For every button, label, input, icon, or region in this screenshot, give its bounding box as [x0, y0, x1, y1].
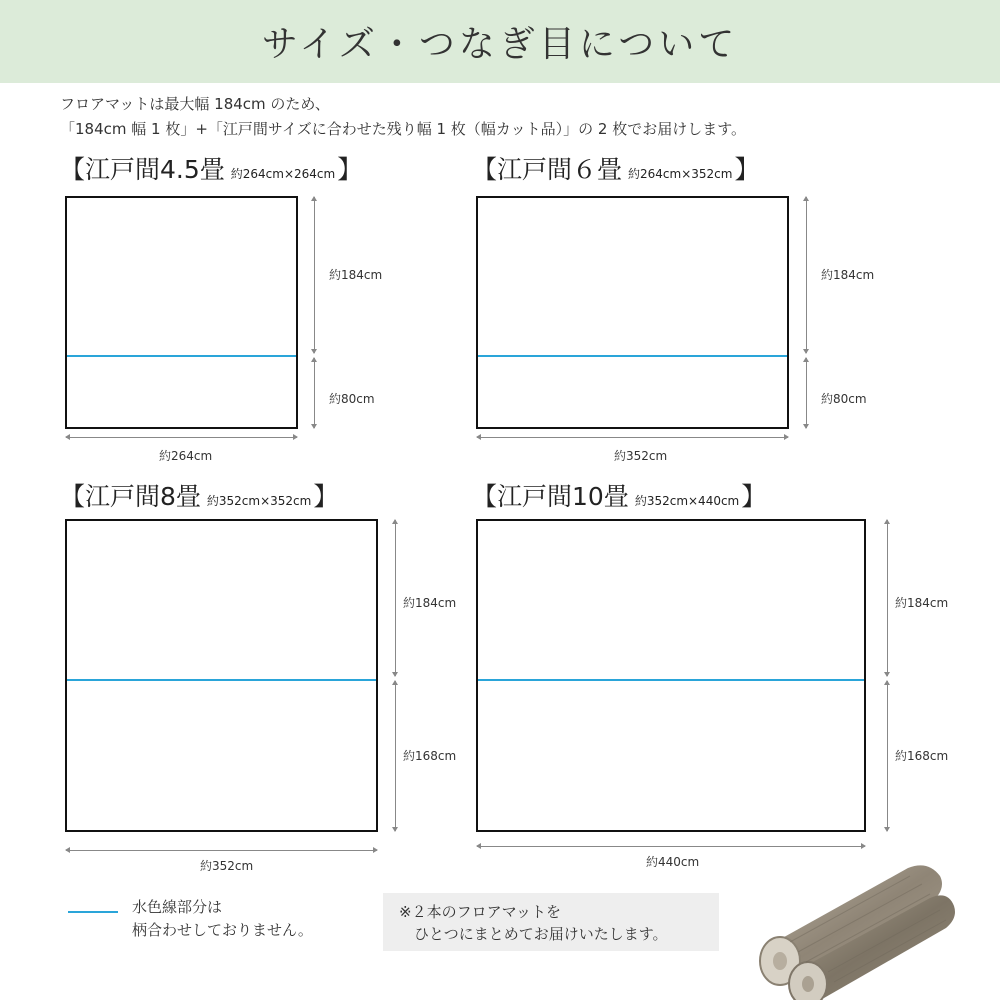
- room-box-10: [476, 519, 866, 832]
- diagram-name: 【江戸間６畳: [472, 155, 623, 184]
- label-room-width: 約440cm: [646, 855, 700, 869]
- dim-arrow-width: [477, 846, 865, 847]
- legend-seam-swatch: [68, 911, 118, 913]
- rolled-floor-mats-icon: [740, 858, 960, 1000]
- dim-arrow-bottom: [887, 681, 888, 831]
- label-room-width: 約352cm: [200, 859, 254, 873]
- diagram-bracket: 】: [741, 482, 767, 511]
- dim-arrow-top: [395, 520, 396, 676]
- legend-line-2: 柄合わせしておりません。: [132, 921, 313, 939]
- seam-line: [67, 355, 296, 357]
- label-bottom-width: 約168cm: [403, 749, 457, 763]
- dim-arrow-top: [806, 197, 807, 353]
- label-bottom-width: 約80cm: [329, 392, 375, 406]
- diagram-title-8: [60, 477, 338, 513]
- diagram-name: 【江戸間4.5畳: [60, 155, 225, 184]
- note-line-2: ひとつにまとめてお届けいたします。: [399, 925, 668, 943]
- label-top-width: 約184cm: [895, 596, 949, 610]
- diagram-title-10: [472, 477, 766, 513]
- diagram-bracket: 】: [313, 482, 339, 511]
- dim-arrow-top: [887, 520, 888, 676]
- intro-text: [60, 92, 746, 142]
- diagram-bracket: 】: [734, 155, 760, 184]
- diagram-bracket: 】: [337, 155, 363, 184]
- legend-text: [132, 896, 313, 942]
- dim-arrow-width: [66, 850, 377, 851]
- room-box-8: [65, 519, 378, 832]
- dim-arrow-bottom: [395, 681, 396, 831]
- note-line-1: ※２本のフロアマットを: [399, 903, 561, 921]
- label-top-width: 約184cm: [403, 596, 457, 610]
- seam-line: [478, 355, 787, 357]
- dim-arrow-top: [314, 197, 315, 353]
- label-top-width: 約184cm: [821, 268, 875, 282]
- dim-arrow-width: [477, 437, 788, 438]
- header-banner: [0, 0, 1000, 83]
- diagram-name: 【江戸間10畳: [472, 482, 629, 511]
- label-room-width: 約352cm: [614, 449, 668, 463]
- intro-line-1: フロアマットは最大幅 184cm のため、: [60, 95, 330, 113]
- diagram-dimensions: 約352cm×440cm: [634, 494, 740, 508]
- dim-arrow-bottom: [314, 358, 315, 428]
- label-room-width: 約264cm: [159, 449, 213, 463]
- diagram-name: 【江戸間8畳: [60, 482, 201, 511]
- label-bottom-width: 約168cm: [895, 749, 949, 763]
- room-box-6: [476, 196, 789, 429]
- diagram-dimensions: 約352cm×352cm: [206, 494, 312, 508]
- seam-line: [478, 679, 864, 681]
- legend-line-1: 水色線部分は: [132, 898, 223, 916]
- delivery-note: [383, 893, 719, 951]
- diagram-dimensions: 約264cm×352cm: [628, 167, 733, 181]
- intro-line-2: 「184cm 幅 1 枚」+「江戸間サイズに合わせた残り幅 1 枚（幅カット品）」の 2 枚でお届けします。: [60, 120, 747, 138]
- diagram-dimensions: 約264cm×264cm: [230, 167, 336, 181]
- diagram-title-4-5: [60, 150, 362, 186]
- label-top-width: 約184cm: [329, 268, 383, 282]
- dim-arrow-width: [66, 437, 297, 438]
- dim-arrow-bottom: [806, 358, 807, 428]
- page-title: サイズ・つなぎ目について: [261, 24, 739, 65]
- seam-line: [67, 679, 376, 681]
- room-box-4-5: [65, 196, 298, 429]
- label-bottom-width: 約80cm: [821, 392, 867, 406]
- diagram-title-6: [472, 150, 759, 186]
